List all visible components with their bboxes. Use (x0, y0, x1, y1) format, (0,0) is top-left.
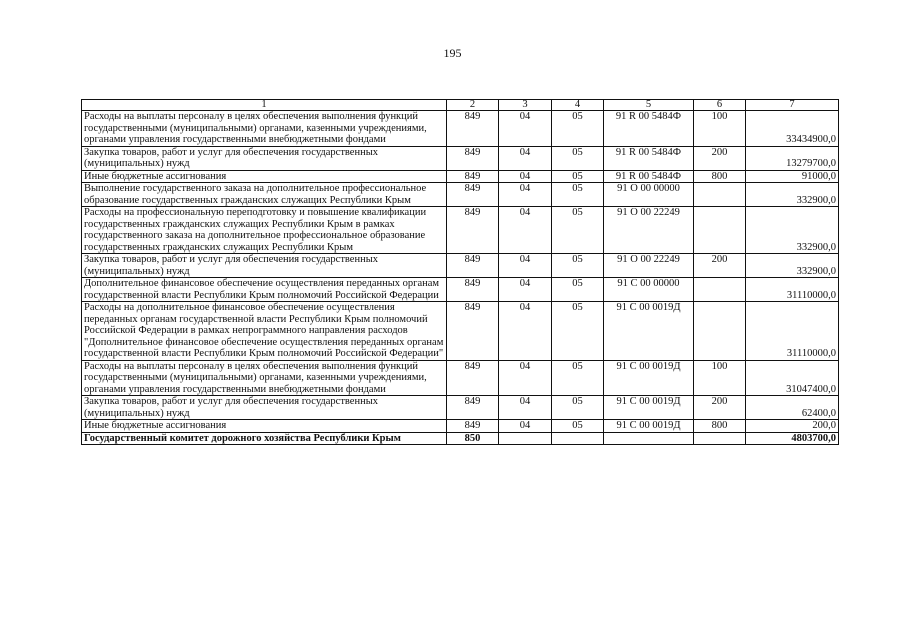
row-subsection-cell (552, 432, 604, 445)
table-row (82, 302, 839, 361)
row-subsection-cell: 05 (552, 254, 604, 278)
row-section-cell: 04 (499, 360, 552, 396)
row-expense-type-cell (694, 183, 746, 207)
header-cell: 4 (552, 100, 604, 111)
row-target-article-cell: 91 С 00 00000 (604, 278, 694, 302)
row-expense-type-cell: 800 (694, 420, 746, 433)
table-row (82, 183, 839, 207)
row-sum-cell: 91000,0 (746, 170, 839, 183)
row-subsection-cell: 05 (552, 278, 604, 302)
row-name-cell: Иные бюджетные ассигнования (82, 170, 447, 183)
row-expense-type-cell (694, 302, 746, 361)
header-cell: 1 (82, 100, 447, 111)
row-section-cell: 04 (499, 111, 552, 147)
row-admin-code-cell: 850 (447, 432, 499, 445)
header-cell: 6 (694, 100, 746, 111)
row-target-article-cell: 91 С 00 0019Д (604, 302, 694, 361)
row-sum-cell: 332900,0 (746, 207, 839, 254)
table-row (82, 207, 839, 254)
row-name-cell: Государственный комитет дорожного хозяйства Республики Крым (82, 432, 447, 445)
table-row (82, 278, 839, 302)
row-subsection-cell: 05 (552, 302, 604, 361)
row-admin-code-cell: 849 (447, 183, 499, 207)
row-target-article-cell: 91 R 00 5484Ф (604, 170, 694, 183)
table-row (82, 432, 839, 445)
table-row (82, 170, 839, 183)
table-row (82, 360, 839, 396)
table-row (82, 420, 839, 433)
row-name-cell: Расходы на профессиональную переподготовку и повышение квалификации государственных гражданских служащих Республики Крым в рамках государственного заказа на дополнительное профессиональное образование государственных гражданских служащих Республики Крым (82, 207, 447, 254)
row-subsection-cell: 05 (552, 146, 604, 170)
table-row (82, 254, 839, 278)
row-admin-code-cell: 849 (447, 111, 499, 147)
row-expense-type-cell: 200 (694, 146, 746, 170)
row-expense-type-cell (694, 278, 746, 302)
row-subsection-cell: 05 (552, 183, 604, 207)
row-admin-code-cell: 849 (447, 420, 499, 433)
row-subsection-cell: 05 (552, 360, 604, 396)
row-expense-type-cell: 100 (694, 360, 746, 396)
row-name-cell: Закупка товаров, работ и услуг для обеспечения государственных (муниципальных) нужд (82, 146, 447, 170)
row-admin-code-cell: 849 (447, 360, 499, 396)
row-sum-cell: 332900,0 (746, 183, 839, 207)
row-name-cell: Иные бюджетные ассигнования (82, 420, 447, 433)
table-row (82, 396, 839, 420)
row-admin-code-cell: 849 (447, 170, 499, 183)
row-sum-cell: 62400,0 (746, 396, 839, 420)
row-target-article-cell (604, 432, 694, 445)
row-sum-cell: 200,0 (746, 420, 839, 433)
header-cell: 2 (447, 100, 499, 111)
row-expense-type-cell: 200 (694, 396, 746, 420)
row-subsection-cell: 05 (552, 170, 604, 183)
row-admin-code-cell: 849 (447, 146, 499, 170)
row-subsection-cell: 05 (552, 207, 604, 254)
row-name-cell: Дополнительное финансовое обеспечение осуществления переданных органам государственной власти Республики Крым полномочий Российской Федерации (82, 278, 447, 302)
row-name-cell: Расходы на выплаты персоналу в целях обеспечения выполнения функций государственными (муниципальными) органами, казенными учреждениями, органами управления государственными внебюджетными фондами (82, 111, 447, 147)
row-target-article-cell: 91 R 00 5484Ф (604, 146, 694, 170)
row-target-article-cell: 91 О 00 00000 (604, 183, 694, 207)
row-target-article-cell: 91 С 00 0019Д (604, 396, 694, 420)
row-target-article-cell: 91 О 00 22249 (604, 254, 694, 278)
row-section-cell: 04 (499, 207, 552, 254)
row-admin-code-cell: 849 (447, 302, 499, 361)
row-expense-type-cell (694, 432, 746, 445)
row-name-cell: Выполнение государственного заказа на дополнительное профессиональное образование государственных гражданских служащих Республики Крым (82, 183, 447, 207)
row-name-cell: Расходы на дополнительное финансовое обеспечение осуществления переданных органам государственной власти Республики Крым полномочий Российской Федерации в рамках непрограммного направления расходов "Дополнительное финансовое обеспечение осуществления переданных органам государственной власти Республики Крым полномочий Российской Федерации" (82, 302, 447, 361)
row-subsection-cell: 05 (552, 396, 604, 420)
row-sum-cell: 13279700,0 (746, 146, 839, 170)
row-sum-cell: 31110000,0 (746, 302, 839, 361)
row-section-cell: 04 (499, 183, 552, 207)
row-admin-code-cell: 849 (447, 254, 499, 278)
row-section-cell: 04 (499, 146, 552, 170)
row-section-cell: 04 (499, 170, 552, 183)
row-target-article-cell: 91 R 00 5484Ф (604, 111, 694, 147)
header-cell: 7 (746, 100, 839, 111)
table-row (82, 111, 839, 147)
header-cell: 3 (499, 100, 552, 111)
table-row (82, 146, 839, 170)
row-section-cell: 04 (499, 254, 552, 278)
row-admin-code-cell: 849 (447, 278, 499, 302)
row-target-article-cell: 91 С 00 0019Д (604, 360, 694, 396)
row-admin-code-cell: 849 (447, 207, 499, 254)
row-name-cell: Закупка товаров, работ и услуг для обеспечения государственных (муниципальных) нужд (82, 396, 447, 420)
row-section-cell (499, 432, 552, 445)
row-name-cell: Расходы на выплаты персоналу в целях обеспечения выполнения функций государственными (муниципальными) органами, казенными учреждениями, органами управления государственными внебюджетными фондами (82, 360, 447, 396)
row-sum-cell: 31110000,0 (746, 278, 839, 302)
row-expense-type-cell (694, 207, 746, 254)
row-sum-cell: 33434900,0 (746, 111, 839, 147)
page-number: 195 (443, 46, 462, 60)
row-sum-cell: 31047400,0 (746, 360, 839, 396)
row-sum-cell: 332900,0 (746, 254, 839, 278)
row-expense-type-cell: 800 (694, 170, 746, 183)
table-header-row (82, 100, 839, 111)
row-sum-cell: 4803700,0 (746, 432, 839, 445)
row-section-cell: 04 (499, 420, 552, 433)
row-expense-type-cell: 200 (694, 254, 746, 278)
row-subsection-cell: 05 (552, 111, 604, 147)
row-subsection-cell: 05 (552, 420, 604, 433)
header-cell: 5 (604, 100, 694, 111)
row-expense-type-cell: 100 (694, 111, 746, 147)
budget-table-body (82, 100, 839, 445)
row-target-article-cell: 91 С 00 0019Д (604, 420, 694, 433)
row-section-cell: 04 (499, 396, 552, 420)
row-section-cell: 04 (499, 278, 552, 302)
row-section-cell: 04 (499, 302, 552, 361)
budget-table (81, 99, 839, 445)
row-name-cell: Закупка товаров, работ и услуг для обеспечения государственных (муниципальных) нужд (82, 254, 447, 278)
row-admin-code-cell: 849 (447, 396, 499, 420)
row-target-article-cell: 91 О 00 22249 (604, 207, 694, 254)
